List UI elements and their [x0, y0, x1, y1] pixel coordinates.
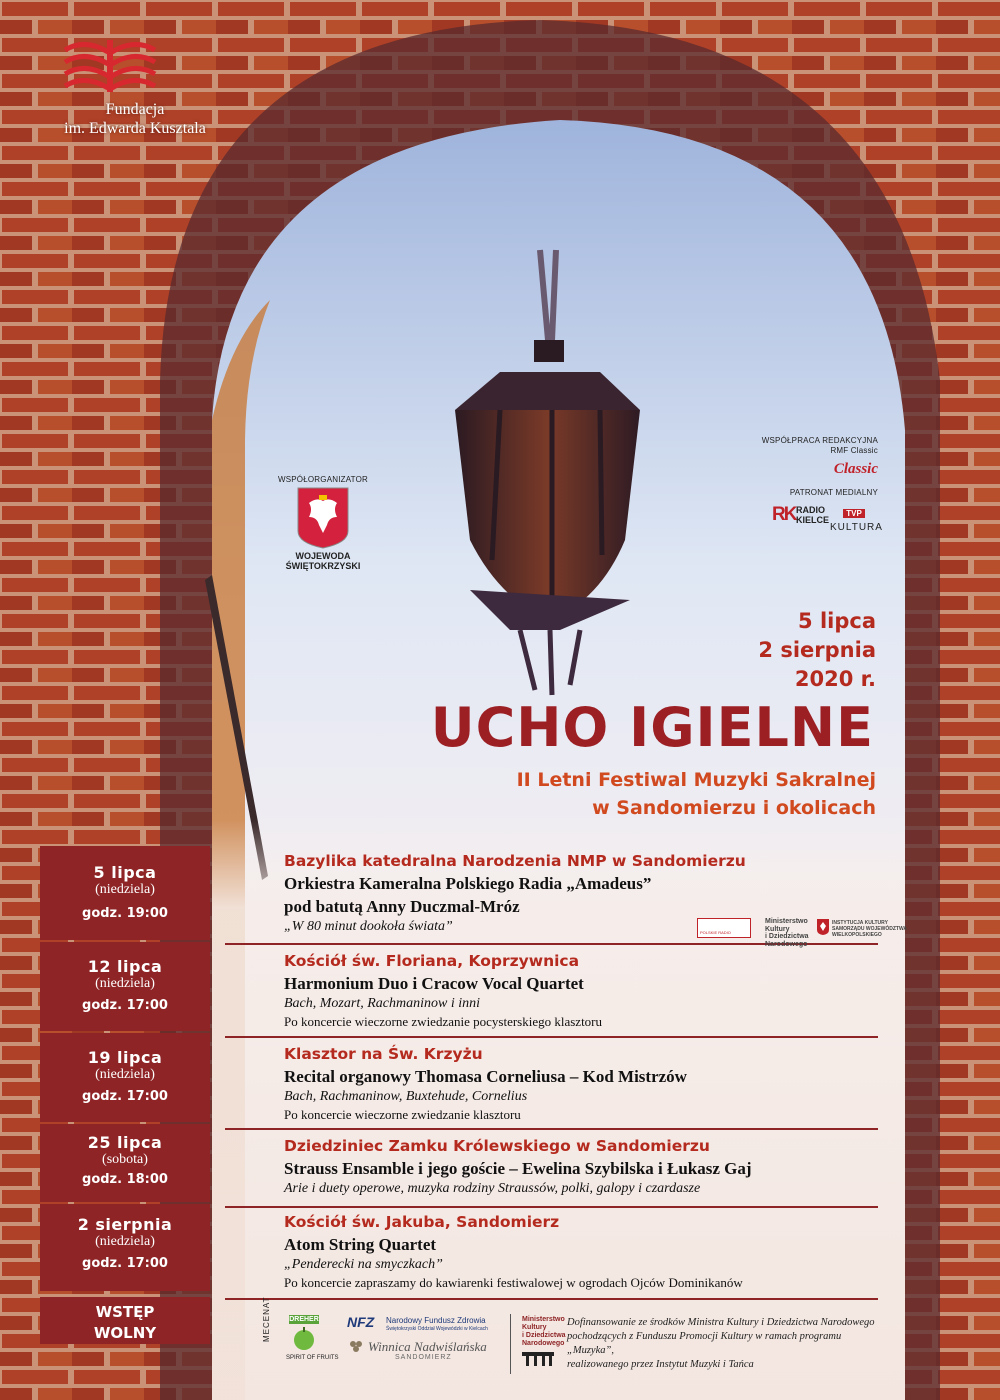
coorganizer-name: [268, 551, 378, 571]
schedule-divider: [225, 1128, 878, 1130]
concert-weekday: (niedziela): [95, 1067, 155, 1082]
mk-line1: Ministerstwo: [522, 1316, 565, 1323]
event-item: [284, 1135, 752, 1198]
event-repertoire: „W 80 minut dookoła świata”: [284, 919, 453, 934]
nfz-logo: NFZ: [347, 1314, 375, 1330]
festival-subtitle: [517, 766, 876, 822]
ministry-line1: Ministerstwo: [765, 918, 808, 925]
event-venue: Klasztor na Św. Krzyżu: [284, 1045, 483, 1063]
music-institute-icon: [522, 1352, 554, 1366]
event-note: Po koncercie wieczorne zwiedzanie pocysterskiego klasztoru: [284, 1014, 603, 1029]
event-item: [284, 950, 602, 1031]
event-repertoire: Bach, Mozart, Rachmaninow i inni: [284, 996, 480, 1011]
institute-line3: WIELKOPOLSKIEGO: [832, 932, 882, 938]
event-venue: Bazylika katedralna Narodzenia NMP w Sandomierzu: [284, 852, 746, 870]
admission-line1: WSTĘP: [95, 1303, 155, 1321]
coorganizer-label: WSPÓŁORGANIZATOR: [277, 475, 369, 484]
editorial-name: RMF Classic: [830, 446, 878, 455]
event-venue: Dziedziniec Zamku Królewskiego w Sandomierzu: [284, 1137, 710, 1155]
concert-weekday: (sobota): [102, 1152, 148, 1167]
institute-line1: INSTYTUCJA KULTURY: [832, 920, 888, 926]
mk-line2: Kultury: [522, 1324, 547, 1331]
winnica-logo: Winnica Nadwiślańska: [368, 1339, 487, 1354]
ministry-culture-logo: [765, 918, 809, 948]
dreher-tagline: SPIRIT OF FRUITS: [286, 1355, 339, 1361]
event-item: [284, 1211, 743, 1292]
wielkopolska-emblem-icon: [816, 918, 830, 936]
ministry-line3: i Dziedzictwa: [765, 933, 809, 940]
event-repertoire: Arie i duety operowe, muzyka rodziny Straussów, polki, galopy i czardasze: [284, 1181, 701, 1196]
concert-time: godz. 17:00: [82, 1256, 168, 1271]
event-performer: Strauss Ensamble i jego goście – Ewelina Szybilska i Łukasz Gaj: [284, 1159, 752, 1178]
foundation-logo-icon: [60, 40, 160, 92]
schedule-divider: [225, 1036, 878, 1038]
event-performer: Recital organowy Thomasa Corneliusa – Kod Mistrzów: [284, 1067, 687, 1086]
editorial-label: WSPÓŁPRACA REDAKCYJNA: [761, 436, 878, 445]
funding-line1: Dofinansowanie ze środków Ministra Kultury i Dziedzictwa Narodowego: [567, 1317, 875, 1328]
event-item: [284, 1043, 687, 1124]
ministry-line2: Kultury: [765, 925, 790, 933]
concert-date: 2 sierpnia: [77, 1215, 173, 1234]
mecenat-label: MECENAT: [262, 1296, 271, 1342]
concert-time: godz. 17:00: [82, 998, 168, 1013]
concert-time: godz. 19:00: [82, 906, 168, 921]
concert-date: 5 lipca: [93, 863, 157, 882]
coorganizer-name-line1: WOJEWODA: [295, 551, 351, 561]
date-box: [40, 1124, 210, 1202]
concert-weekday: (niedziela): [95, 882, 155, 897]
radio-line1: RADIO: [796, 505, 825, 515]
schedule-date-column: [40, 846, 210, 1344]
tvp-kultura-logo: [830, 503, 883, 533]
date-box: [40, 1204, 210, 1291]
foundation-name: [55, 100, 215, 138]
dreher-logo: DREHER: [289, 1316, 319, 1323]
rmf-classic-logo: Classic: [833, 461, 878, 477]
coorganizer-name-line2: ŚWIĘTOKRZYSKI: [285, 561, 361, 571]
nfz-line2: Świętokrzyski Oddział Wojewódzki w Kielcach: [386, 1326, 488, 1332]
event-performer: Orkiestra Kameralna Polskiego Radia „Amadeus”: [284, 874, 652, 893]
event-venue: Kościół św. Jakuba, Sandomierz: [284, 1213, 560, 1231]
tvp-mark: TVP: [843, 509, 865, 518]
concert-date: 19 lipca: [87, 1048, 163, 1067]
event-conductor: pod batutą Anny Duczmal-Mróz: [284, 897, 520, 916]
subtitle-line1: II Letni Festiwal Muzyki Sakralnej: [516, 769, 876, 791]
polskie-radio-logo: [697, 918, 751, 938]
polskie-radio-text: POLSKIE RADIO: [700, 930, 731, 935]
concert-time: godz. 18:00: [82, 1172, 168, 1187]
institute-line2: SAMORZĄDU WOJEWÓDZTWA: [832, 926, 907, 932]
date-box: [40, 846, 210, 940]
date-box: [40, 1033, 210, 1122]
funding-line3: realizowanego przez Instytut Muzyki i Tańca: [567, 1359, 754, 1370]
event-note: Po koncercie wieczorne zwiedzanie klasztoru: [284, 1107, 521, 1122]
media-patron-label: PATRONAT MEDIALNY: [789, 488, 878, 497]
event-repertoire: Bach, Rachmaninow, Buxtehude, Cornelius: [284, 1089, 528, 1104]
event-note: Po koncercie zapraszamy do kawiarenki festiwalowej w ogrodach Ojców Dominikanów: [284, 1275, 743, 1290]
concert-weekday: (niedziela): [95, 976, 155, 991]
schedule-divider: [225, 1206, 878, 1208]
mk-line4: Narodowego: [522, 1340, 565, 1347]
schedule-divider: [225, 1298, 878, 1300]
ministry-logo-bottom: [522, 1316, 566, 1348]
funding-note: [567, 1316, 879, 1372]
institution-text: [832, 920, 907, 938]
radio-kielce-text: [796, 505, 829, 525]
date-end: 2 sierpnia: [758, 638, 876, 662]
dreher-apple-icon: [293, 1327, 315, 1351]
radio-line2: KIELCE: [796, 515, 830, 525]
concert-weekday: (niedziela): [95, 1234, 155, 1249]
radio-kielce-logo: RK: [772, 504, 796, 525]
subtitle-line2: w Sandomierzu i okolicach: [592, 797, 876, 819]
tvp-kultura-text: KULTURA: [830, 522, 883, 533]
funding-line2: pochodzących z Funduszu Promocji Kultury w ramach programu „Muzyka”,: [567, 1331, 842, 1356]
foundation-line2: im. Edwarda Kusztala: [64, 120, 206, 137]
date-box: [40, 942, 210, 1031]
event-performer: Harmonium Duo i Cracow Vocal Quartet: [284, 974, 584, 993]
festival-dates: [758, 607, 876, 694]
ministry-line4: Narodowego: [765, 940, 808, 948]
free-admission-badge: [40, 1297, 210, 1344]
sponsor-divider: [510, 1314, 511, 1374]
concert-time: godz. 17:00: [82, 1089, 168, 1104]
concert-date: 25 lipca: [87, 1133, 163, 1152]
poland-emblem-icon: [297, 487, 349, 549]
date-start: 5 lipca: [798, 609, 876, 633]
event-repertoire: „Penderecki na smyczkach”: [284, 1257, 443, 1272]
concert-date: 12 lipca: [87, 957, 163, 976]
event-item: [284, 850, 746, 936]
winnica-place: SANDOMIERZ: [395, 1354, 452, 1361]
festival-title: UCHO IGIELNE: [430, 696, 874, 759]
mk-line3: i Dziedzictwa: [522, 1332, 566, 1339]
date-year: 2020 r.: [794, 667, 876, 691]
nfz-text: [386, 1316, 488, 1334]
event-venue: Kościół św. Floriana, Koprzywnica: [284, 952, 580, 970]
nfz-line1: Narodowy Fundusz Zdrowia: [386, 1316, 486, 1325]
foundation-line1: Fundacja: [105, 101, 165, 118]
grapes-icon: [347, 1338, 365, 1356]
event-performer: Atom String Quartet: [284, 1235, 437, 1254]
admission-line2: WOLNY: [93, 1324, 157, 1342]
